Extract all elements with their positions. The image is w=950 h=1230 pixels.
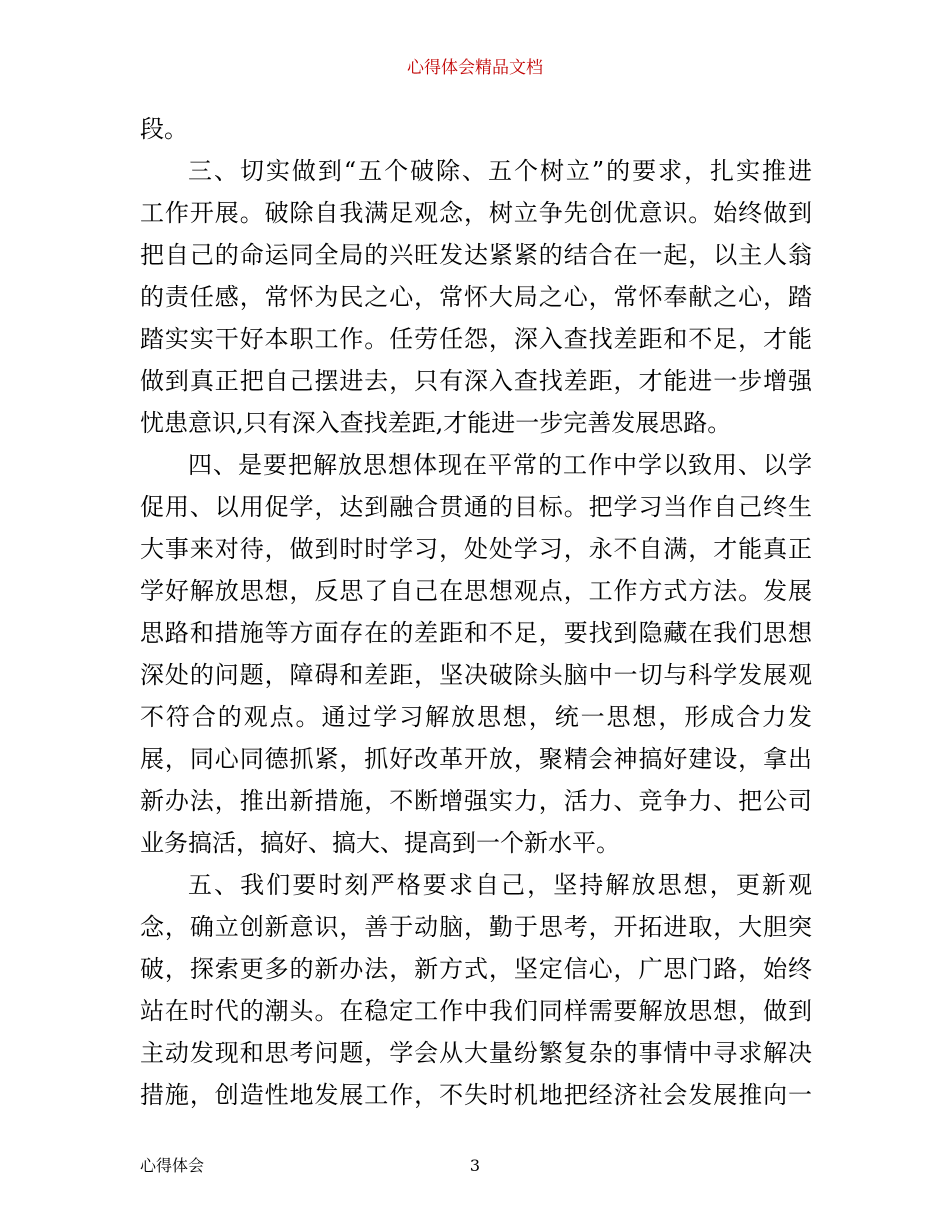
text-line: 段。 [140,115,188,143]
text-line: 工作开展。破除自我满足观念，树立争先创优意识。始终做到 [140,199,812,227]
text-line: 把自己的命运同全局的兴旺发达紧紧的结合在一起，以主人翁 [140,241,812,269]
text-line: 业务搞活，搞好、搞大、提高到一个新水平。 [140,829,620,857]
text-line: 措施，创造性地发展工作，不失时机地把经济社会发展推向一 [140,1081,812,1109]
text-line: 忧患意识,只有深入查找差距,才能进一步完善发展思路。 [140,409,732,437]
page-number: 3 [469,1156,481,1175]
document-body [140,108,812,1116]
text-line: 站在时代的潮头。在稳定工作中我们同样需要解放思想，做到 [140,997,812,1025]
text-line: 不符合的观点。通过学习解放思想，统一思想，形成合力发 [140,703,812,731]
text-line: 破，探索更多的新办法，新方式，坚定信心，广思门路，始终 [140,955,812,983]
text-line: 的责任感，常怀为民之心，常怀大局之心，常怀奉献之心，踏 [140,283,812,311]
text-line: 新办法，推出新措施，不断增强实力，活力、竞争力、把公司 [140,787,812,815]
text-line: 促用、以用促学，达到融合贯通的目标。把学习当作自己终生 [140,493,812,521]
text-line: 三、切实做到“五个破除、五个树立”的要求，扎实推进 [188,157,812,185]
text-line: 做到真正把自己摆进去，只有深入查找差距，才能进一步增强 [140,367,812,395]
footer-label: 心得体会 [140,1156,205,1175]
text-line: 展，同心同德抓紧，抓好改革开放，聚精会神搞好建设，拿出 [140,745,812,773]
text-line: 踏实实干好本职工作。任劳任怨，深入查找差距和不足，才能 [140,325,812,353]
text-line: 主动发现和思考问题，学会从大量纷繁复杂的事情中寻求解决 [140,1039,812,1067]
text-line: 思路和措施等方面存在的差距和不足，要找到隐藏在我们思想 [140,619,812,647]
text-line: 念，确立创新意识，善于动脑，勤于思考，开拓进取，大胆突 [140,913,812,941]
text-line: 深处的问题，障碍和差距，坚决破除头脑中一切与科学发展观 [140,661,812,689]
text-line: 五、我们要时刻严格要求自己，坚持解放思想，更新观 [188,871,812,899]
text-line: 学好解放思想，反思了自己在思想观点，工作方式方法。发展 [140,577,812,605]
text-line: 四、是要把解放思想体现在平常的工作中学以致用、以学 [188,451,812,479]
text-line: 大事来对待，做到时时学习，处处学习，永不自满，才能真正 [140,535,812,563]
page-header-title: 心得体会精品文档 [407,58,543,78]
